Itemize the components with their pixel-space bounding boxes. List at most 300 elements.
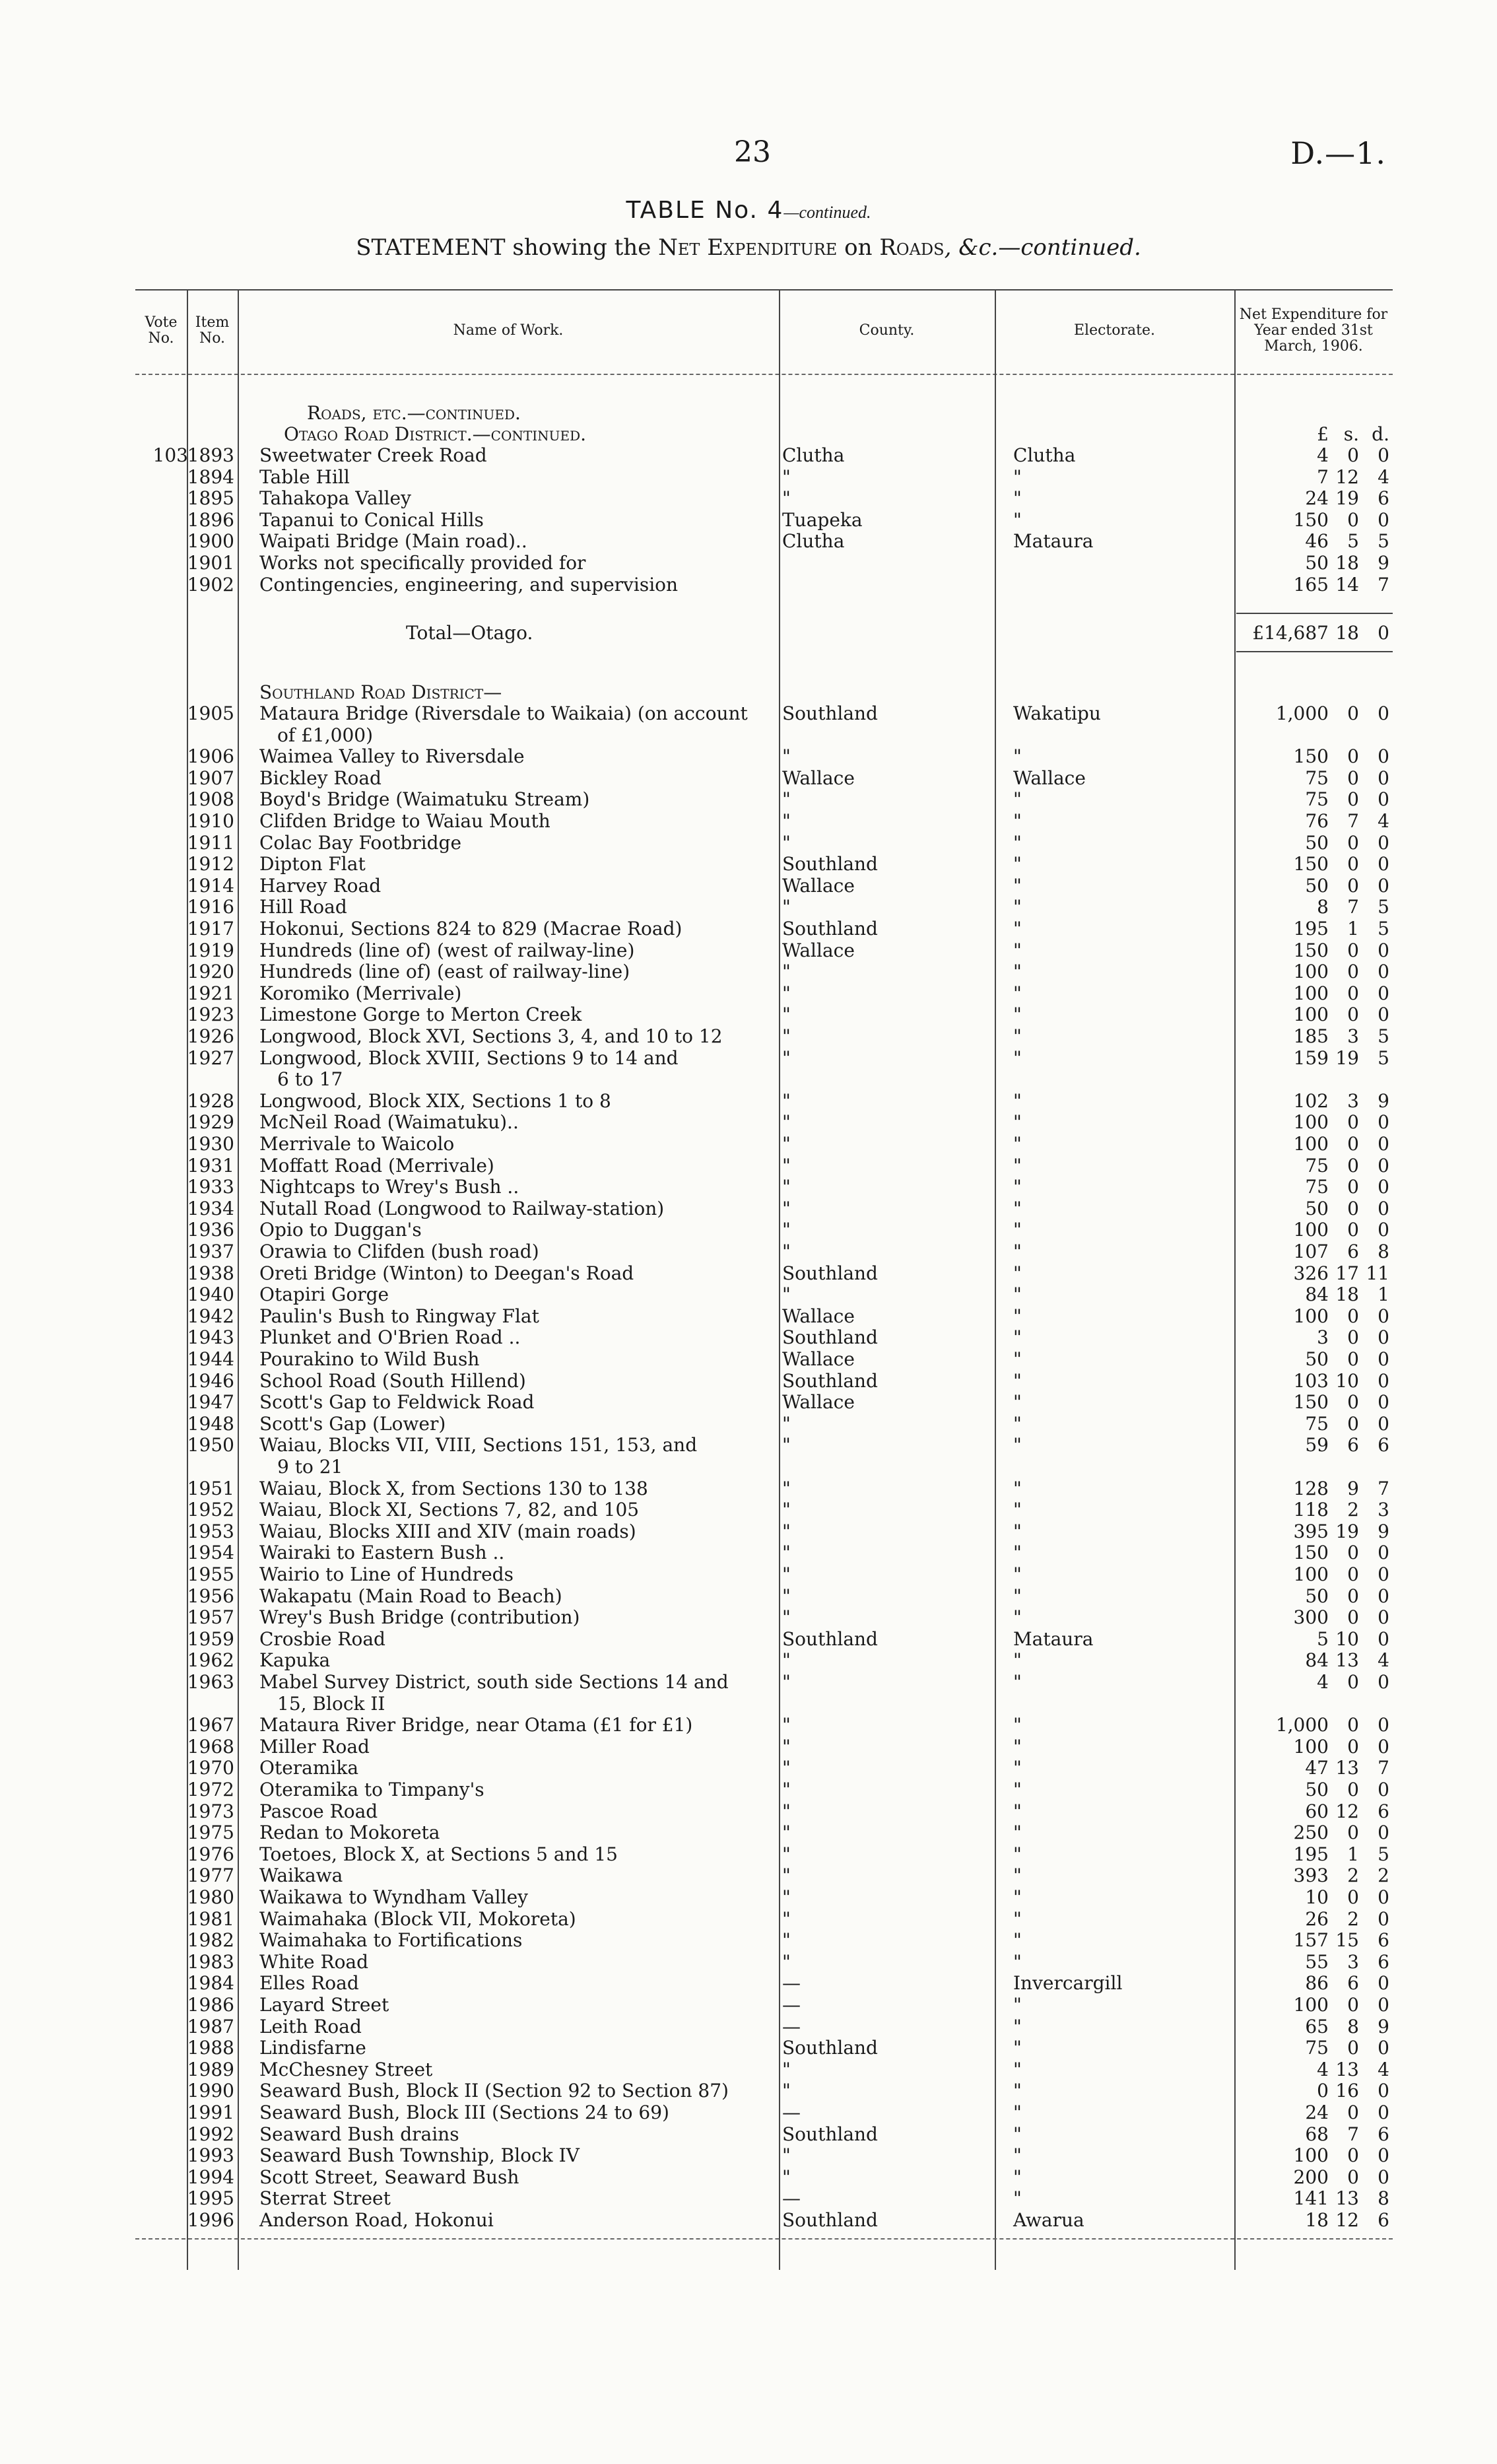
amount-pence: 5 [1378, 918, 1389, 940]
amount-pence: 0 [1378, 1907, 1389, 1930]
electorate: " [1013, 1563, 1022, 1585]
amount-pounds: 250 [1293, 1822, 1329, 1844]
amount-pence: 0 [1378, 1972, 1389, 1995]
amount-pounds: 26 [1305, 1907, 1329, 1930]
amount-pence: 0 [1378, 874, 1389, 897]
amount-pounds: 50 [1305, 831, 1329, 854]
electorate: " [1013, 1391, 1022, 1414]
county: " [782, 1133, 791, 1155]
header-electorate: Electorate. [1073, 322, 1155, 339]
amount-pounds: 195 [1293, 918, 1329, 940]
page-number: 23 [734, 135, 771, 169]
item-number: 1901 [187, 552, 234, 574]
county: Southland [782, 1262, 878, 1284]
work-name: Waimahaka to Fortifications [259, 1929, 523, 1952]
county: " [782, 1089, 791, 1112]
work-name: Waimahaka (Block VII, Mokoreta) [259, 1907, 576, 1930]
county: " [782, 1606, 791, 1629]
item-number: 1942 [187, 1305, 234, 1327]
work-name: McNeil Road (Waimatuku).. [259, 1111, 519, 1134]
amount-pence: 6 [1378, 487, 1389, 510]
amount-pence: 0 [1378, 1412, 1389, 1435]
amount-shillings: 0 [1347, 1822, 1359, 1844]
statement-roads: Roads [879, 234, 945, 261]
amount-pence: 0 [1378, 831, 1389, 854]
amount-shillings: 0 [1347, 1391, 1359, 1414]
amount-pounds: 46 [1305, 530, 1329, 553]
table-row [135, 1801, 1393, 1822]
table-row [135, 1521, 1393, 1542]
amount-pounds: 0 [1317, 2080, 1329, 2102]
work-name: Wairio to Line of Hundreds [259, 1563, 514, 1585]
item-number: 1906 [187, 745, 234, 768]
amount-pounds: 50 [1305, 1779, 1329, 1800]
work-name: Mabel Survey District, south side Sections 14 and [259, 1671, 729, 1693]
item-number: 1963 [187, 1671, 234, 1693]
amount-shillings: 0 [1347, 1133, 1359, 1155]
county: " [782, 2080, 791, 2102]
amount-shillings: 13 [1335, 2058, 1359, 2080]
item-number: 1929 [187, 1111, 234, 1134]
work-name: Crosbie Road [259, 1627, 385, 1650]
county: " [782, 1907, 791, 1930]
amount-shillings: 2 [1347, 1865, 1359, 1887]
table-row [135, 1672, 1393, 1693]
amount-pence: 0 [1378, 444, 1389, 466]
amount-pounds: 100 [1293, 1735, 1329, 1758]
amount-pounds: 107 [1293, 1241, 1329, 1262]
county: " [782, 1929, 791, 1952]
electorate: " [1013, 1865, 1022, 1887]
item-number: 1930 [187, 1133, 234, 1155]
county: " [782, 465, 791, 488]
amount-pence: 0 [1378, 1326, 1389, 1349]
item-number: 1992 [187, 2123, 234, 2145]
work-name: Longwood, Block XIX, Sections 1 to 8 [259, 1089, 611, 1112]
county: " [782, 982, 791, 1004]
amount-pounds: 50 [1305, 874, 1329, 897]
electorate: " [1013, 2166, 1022, 2188]
item-number: 1968 [187, 1735, 234, 1758]
item-number: 1972 [187, 1779, 234, 1800]
amount-pounds: 150 [1293, 853, 1329, 875]
table-row [135, 2059, 1393, 2080]
amount-pence: 4 [1378, 810, 1389, 832]
amount-shillings: 1 [1347, 1843, 1359, 1865]
electorate: " [1013, 1369, 1022, 1392]
item-number: 1923 [187, 1004, 234, 1026]
item-number: 1914 [187, 874, 234, 897]
table-row [135, 1822, 1393, 1843]
work-name: Hokonui, Sections 824 to 829 (Macrae Road) [259, 918, 682, 940]
electorate: " [1013, 1262, 1022, 1284]
amount-shillings: 2 [1347, 1499, 1359, 1521]
amount-pounds: 159 [1293, 1046, 1329, 1069]
amount-pence: 0 [1378, 1563, 1389, 1585]
table-bottom-rule [135, 2238, 1393, 2240]
amount-shillings: 0 [1347, 961, 1359, 983]
work-name: Anderson Road, Hokonui [259, 2209, 494, 2231]
amount-pence: 7 [1378, 1757, 1389, 1779]
table-row [135, 1607, 1393, 1628]
county: " [782, 745, 791, 768]
table-row [135, 983, 1393, 1004]
table-row [135, 574, 1393, 596]
amount-shillings: 0 [1347, 1219, 1359, 1241]
amount-shillings: 0 [1347, 702, 1359, 724]
county: " [782, 896, 791, 918]
item-number: 1982 [187, 1929, 234, 1952]
amount-pounds: 18 [1305, 2209, 1329, 2231]
amount-shillings: 0 [1347, 788, 1359, 811]
county: " [782, 1477, 791, 1499]
amount-pence: 0 [1378, 1219, 1389, 1241]
statement-heading [0, 234, 1497, 261]
work-name-continued: 9 to 21 [277, 1456, 343, 1478]
amount-shillings: 0 [1347, 508, 1359, 531]
county: " [782, 1219, 791, 1241]
amount-shillings: 14 [1335, 573, 1359, 596]
work-name: Redan to Mokoreta [259, 1822, 440, 1844]
item-number: 1902 [187, 573, 234, 596]
electorate: " [1013, 2144, 1022, 2167]
electorate: " [1013, 1822, 1022, 1844]
pence-symbol: d. [1372, 423, 1389, 445]
amount-shillings: 0 [1347, 2102, 1359, 2123]
electorate: " [1013, 1929, 1022, 1952]
work-name: Harvey Road [259, 874, 382, 897]
electorate: " [1013, 1326, 1022, 1349]
amount-shillings: 12 [1335, 2209, 1359, 2231]
amount-pence: 0 [1378, 1822, 1389, 1844]
electorate: " [1013, 1176, 1022, 1198]
electorate: " [1013, 961, 1022, 983]
amount-pence: 5 [1378, 1025, 1389, 1047]
county: Southland [782, 1326, 878, 1349]
work-name: Layard Street [259, 1994, 389, 2016]
table-row [135, 833, 1393, 854]
amount-pence: 6 [1378, 1929, 1389, 1952]
work-name: Mataura River Bridge, near Otama (£1 for £1) [259, 1714, 693, 1736]
item-number: 1973 [187, 1800, 234, 1822]
table-row [135, 2037, 1393, 2059]
amount-pence: 0 [1378, 1735, 1389, 1758]
item-number: 1931 [187, 1154, 234, 1177]
amount-shillings: 19 [1335, 1520, 1359, 1542]
amount-shillings: 13 [1335, 1757, 1359, 1779]
amount-shillings: 0 [1347, 1305, 1359, 1327]
county: " [782, 1197, 791, 1219]
county: Southland [782, 1369, 878, 1392]
table-row [135, 2188, 1393, 2209]
amount-shillings: 0 [1347, 444, 1359, 466]
amount-pounds: 150 [1293, 745, 1329, 768]
work-name: Lindisfarne [259, 2037, 366, 2059]
amount-pence: 0 [1378, 939, 1389, 961]
electorate: Clutha [1013, 444, 1076, 466]
amount-shillings: 2 [1347, 1907, 1359, 1930]
amount-pounds: 4 [1317, 444, 1329, 466]
electorate: " [1013, 1735, 1022, 1758]
table-row [135, 1542, 1393, 1563]
amount-shillings: 0 [1347, 2166, 1359, 2188]
item-number: 1970 [187, 1757, 234, 1779]
work-name: White Road [259, 1950, 369, 1973]
item-number: 1946 [187, 1369, 234, 1392]
amount-pence: 0 [1378, 1111, 1389, 1134]
table-row [135, 488, 1393, 509]
table-row [135, 1564, 1393, 1585]
amount-pence: 0 [1378, 1197, 1389, 1219]
amount-shillings: 6 [1347, 1972, 1359, 1995]
amount-pence: 6 [1378, 1434, 1389, 1456]
table-row [135, 1629, 1393, 1650]
amount-pounds: 150 [1293, 939, 1329, 961]
amount-shillings: 0 [1347, 1606, 1359, 1629]
county: Wallace [782, 767, 855, 789]
county: " [782, 1520, 791, 1542]
county: " [782, 1111, 791, 1134]
table-row [135, 531, 1393, 552]
amount-pounds: 55 [1305, 1950, 1329, 1973]
amount-pounds: 84 [1305, 1649, 1329, 1672]
item-number: 1928 [187, 1089, 234, 1112]
work-name: Otapiri Gorge [259, 1283, 389, 1306]
amount-pence: 0 [1378, 2037, 1389, 2059]
county: " [782, 1714, 791, 1736]
amount-pence: 0 [1378, 1348, 1389, 1370]
amount-shillings: 6 [1347, 1434, 1359, 1456]
item-number: 1919 [187, 939, 234, 961]
table-row-continuation [135, 1069, 1393, 1090]
table-row [135, 510, 1393, 531]
amount-pounds: 118 [1293, 1499, 1329, 1521]
work-name: Seaward Bush drains [259, 2123, 459, 2145]
county: Clutha [782, 444, 845, 466]
amount-pounds: 5 [1317, 1627, 1329, 1650]
table-row [135, 875, 1393, 897]
item-number: 1921 [187, 982, 234, 1004]
amount-pounds: 326 [1293, 1262, 1329, 1284]
amount-shillings: 0 [1347, 1585, 1359, 1607]
item-number: 1980 [187, 1886, 234, 1908]
work-name: Toetoes, Block X, at Sections 5 and 15 [259, 1843, 618, 1865]
item-number: 1943 [187, 1326, 234, 1349]
item-number: 1996 [187, 2209, 234, 2231]
amount-shillings: 0 [1347, 982, 1359, 1004]
work-name: Nightcaps to Wrey's Bush .. [259, 1176, 519, 1198]
work-name: Oteramika [259, 1757, 359, 1779]
table-row [135, 1995, 1393, 2016]
work-name: Miller Road [259, 1735, 370, 1758]
amount-shillings: 16 [1335, 2080, 1359, 2102]
county: " [782, 1025, 791, 1047]
item-number: 1993 [187, 2144, 234, 2167]
table-row [135, 1112, 1393, 1133]
county: Tuapeka [782, 508, 863, 531]
amount-pence: 0 [1378, 1176, 1389, 1198]
amount-shillings: 3 [1347, 1025, 1359, 1047]
amount-pounds: 68 [1305, 2123, 1329, 2145]
amount-shillings: 10 [1335, 1369, 1359, 1392]
amount-pence: 9 [1378, 2015, 1389, 2037]
item-number: 1956 [187, 1585, 234, 1607]
county: " [782, 1822, 791, 1844]
electorate: " [1013, 1671, 1022, 1693]
amount-pence: 11 [1366, 1262, 1389, 1284]
work-name: Scott Street, Seaward Bush [259, 2166, 519, 2188]
electorate: " [1013, 853, 1022, 875]
amount-shillings: 5 [1347, 530, 1359, 553]
electorate: " [1013, 1950, 1022, 1973]
item-number: 1990 [187, 2080, 234, 2102]
table-row [135, 1327, 1393, 1348]
table-row [135, 2016, 1393, 2037]
county: " [782, 1154, 791, 1177]
work-name: Waikawa to Wyndham Valley [259, 1886, 528, 1908]
county: Wallace [782, 1391, 855, 1414]
amount-shillings: 0 [1347, 2037, 1359, 2059]
county: " [782, 2166, 791, 2188]
amount-pounds: 75 [1305, 2037, 1329, 2059]
item-number: 1959 [187, 1627, 234, 1650]
county: Southland [782, 2123, 878, 2145]
amount-pence: 1 [1378, 1283, 1389, 1306]
work-name: Boyd's Bridge (Waimatuku Stream) [259, 788, 590, 811]
item-number: 1910 [187, 810, 234, 832]
statement-on: on [837, 234, 880, 261]
table-row [135, 1414, 1393, 1435]
amount-pounds: 75 [1305, 1412, 1329, 1435]
table-row [135, 1887, 1393, 1908]
amount-pounds: 24 [1305, 2102, 1329, 2123]
amount-pence: 0 [1378, 1606, 1389, 1629]
electorate: " [1013, 2187, 1022, 2210]
table-row [135, 553, 1393, 574]
county: " [782, 1886, 791, 1908]
amount-shillings: 19 [1335, 1046, 1359, 1069]
header-rule [135, 374, 1393, 375]
work-name-continued: 6 to 17 [277, 1068, 343, 1091]
amount-shillings: 13 [1335, 1649, 1359, 1672]
electorate: " [1013, 896, 1022, 918]
work-name: Tapanui to Conical Hills [259, 508, 484, 531]
table-row [135, 2102, 1393, 2123]
amount-shillings: 0 [1347, 1714, 1359, 1736]
amount-pounds: 100 [1293, 1133, 1329, 1155]
amount-shillings: 0 [1347, 2144, 1359, 2167]
work-name: Wairaki to Eastern Bush .. [259, 1542, 505, 1564]
amount-shillings: 10 [1335, 1627, 1359, 1650]
work-name: Wrey's Bush Bridge (contribution) [259, 1606, 580, 1629]
work-name: Hundreds (line of) (east of railway-line) [259, 961, 630, 983]
table-row [135, 2080, 1393, 2102]
work-name: Scott's Gap (Lower) [259, 1412, 446, 1435]
amount-pence: 0 [1378, 1133, 1389, 1155]
work-name: Waiau, Blocks VII, VIII, Sections 151, 153, and [259, 1434, 698, 1456]
county: " [782, 1735, 791, 1758]
item-number: 1955 [187, 1563, 234, 1585]
amount-shillings: 8 [1347, 2015, 1359, 2037]
electorate: " [1013, 874, 1022, 897]
electorate: " [1013, 1800, 1022, 1822]
work-name: Contingencies, engineering, and supervision [259, 573, 679, 596]
county: " [782, 810, 791, 832]
roads-etc-text: Roads, etc.—continued. [307, 402, 521, 424]
electorate: " [1013, 2015, 1022, 2037]
amount-pence: 7 [1378, 573, 1389, 596]
amount-pounds: 141 [1293, 2187, 1329, 2210]
table-row [135, 2145, 1393, 2166]
work-name: Paulin's Bush to Ringway Flat [259, 1305, 539, 1327]
table-row [135, 1284, 1393, 1305]
county: — [782, 2102, 801, 2123]
county: " [782, 1779, 791, 1800]
amount-shillings: 0 [1347, 1563, 1359, 1585]
amount-pounds: 65 [1305, 2015, 1329, 2037]
amount-pence: 9 [1378, 1520, 1389, 1542]
amount-pounds: 60 [1305, 1800, 1329, 1822]
table-row [135, 1219, 1393, 1241]
amount-shillings: 13 [1335, 2187, 1359, 2210]
work-name: Limestone Gorge to Merton Creek [259, 1004, 582, 1026]
amount-pounds: 75 [1305, 788, 1329, 811]
electorate: " [1013, 2058, 1022, 2080]
table-row [135, 854, 1393, 875]
work-name: Waikawa [259, 1865, 343, 1887]
county: " [782, 1542, 791, 1564]
electorate: " [1013, 788, 1022, 811]
county: " [782, 1585, 791, 1607]
amount-pounds: 100 [1293, 1994, 1329, 2016]
amount-pounds: 1,000 [1275, 1714, 1329, 1736]
amount-pounds: 128 [1293, 1477, 1329, 1499]
electorate: Awarua [1013, 2209, 1084, 2231]
amount-shillings: 0 [1347, 1542, 1359, 1564]
amount-pence: 5 [1378, 1843, 1389, 1865]
county: Wallace [782, 939, 855, 961]
table-row [135, 1952, 1393, 1973]
pounds-symbol: £ [1317, 423, 1329, 445]
electorate: " [1013, 1241, 1022, 1262]
amount-pence: 6 [1378, 1800, 1389, 1822]
amount-pounds: 393 [1293, 1865, 1329, 1887]
amount-shillings: 0 [1347, 1197, 1359, 1219]
electorate: " [1013, 1757, 1022, 1779]
item-number: 1940 [187, 1283, 234, 1306]
amount-shillings: 6 [1347, 1241, 1359, 1262]
county: Southland [782, 2037, 878, 2059]
table-row [135, 1973, 1393, 1994]
item-number: 1948 [187, 1412, 234, 1435]
amount-pence: 0 [1378, 767, 1389, 789]
county: Southland [782, 1627, 878, 1650]
roads-etc-heading [307, 403, 521, 424]
item-number: 1900 [187, 530, 234, 553]
county: " [782, 1843, 791, 1865]
item-number: 1938 [187, 1262, 234, 1284]
work-name: Longwood, Block XVIII, Sections 9 to 14 and [259, 1046, 679, 1069]
work-name: Clifden Bridge to Waiau Mouth [259, 810, 550, 832]
table-row [135, 1155, 1393, 1177]
amount-pounds: 8 [1317, 896, 1329, 918]
county: Wallace [782, 874, 855, 897]
amount-pounds: 102 [1293, 1089, 1329, 1112]
amount-shillings: 17 [1335, 1262, 1359, 1284]
amount-pence: 5 [1378, 1046, 1389, 1069]
table-row [135, 940, 1393, 961]
amount-pounds: 300 [1293, 1606, 1329, 1629]
